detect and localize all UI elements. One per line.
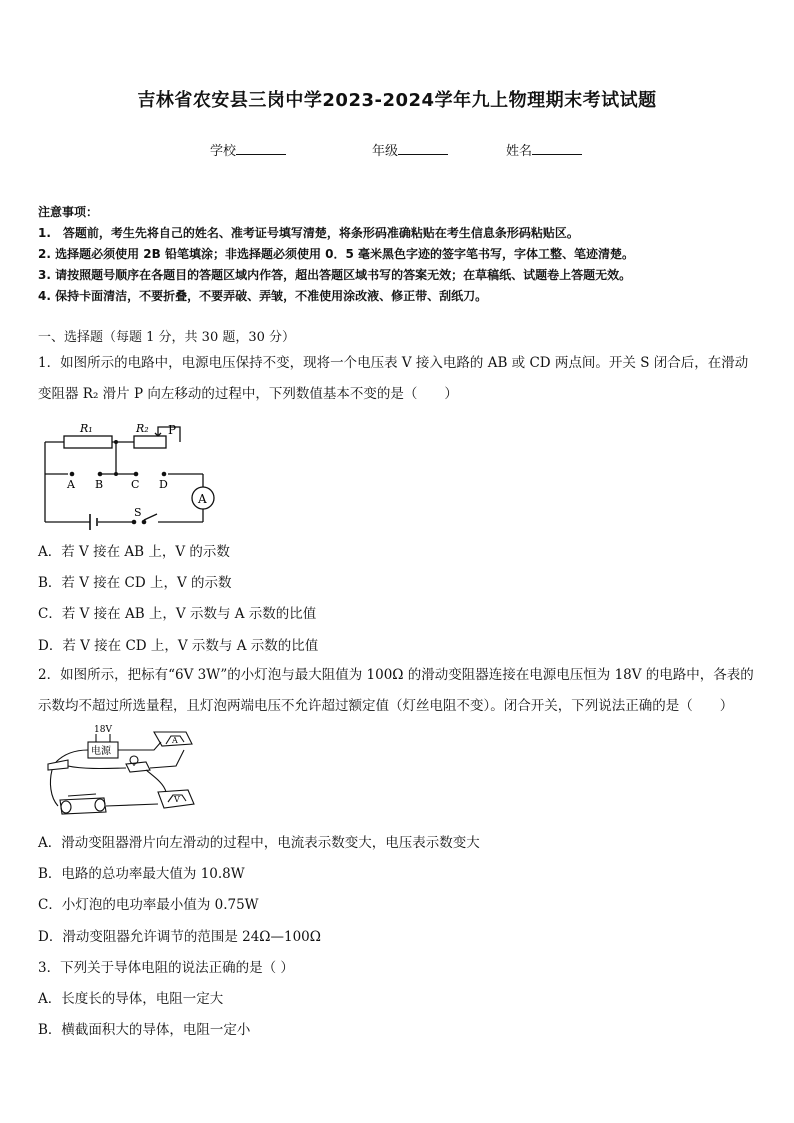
- grade-blank: [398, 142, 448, 155]
- q3-stem: 3．下列关于导体电阻的说法正确的是（ ）: [38, 960, 294, 976]
- q1-option-a: A．若 V 接在 AB 上，V 的示数: [38, 544, 230, 560]
- name-label: 姓名: [506, 144, 533, 159]
- school-field: [210, 140, 286, 159]
- section-heading: 一、选择题（每题 1 分，共 30 题，30 分）: [38, 330, 296, 345]
- name-field: [506, 140, 582, 159]
- q3-option-a: A．长度长的导体，电阻一定大: [38, 991, 224, 1007]
- q2-stem: 2．如图所示，把标有“6V 3W”的小灯泡与最大阻值为 100Ω 的滑动变阻器连接在电源电压恒为 18V 的电路中，各表的示数均不超过所选量程，且灯泡两端电压不允许超过额定值（灯丝电阻不变）。闭合开关，下列说法正确的是（ ）: [38, 667, 754, 714]
- ammeter-label: A: [198, 492, 207, 506]
- note-item: 4. 保持卡面清洁，不要折叠，不要弄破、弄皱，不准使用涂改液、修正带、刮纸刀。: [38, 289, 488, 303]
- note-item: 1. 答题前，考生先将自己的姓名、准考证号填写清楚，将条形码准确粘贴在考生信息条形码粘贴区。: [38, 226, 579, 240]
- point-c-label: C: [131, 478, 140, 491]
- name-blank: [532, 142, 582, 155]
- point-a-label: A: [67, 478, 75, 491]
- voltmeter-label: V: [174, 795, 180, 804]
- note-item: 3. 请按照题号顺序在各题目的答题区域内作答，超出答题区域书写的答案无效；在草稿纸、试题卷上答题无效。: [38, 268, 632, 282]
- q2-option-b: B．电路的总功率最大值为 10.8W: [38, 866, 245, 882]
- point-d-label: D: [159, 478, 168, 491]
- grade-field: [372, 140, 448, 159]
- supply-voltage-label: 18V: [94, 725, 112, 735]
- school-blank: [236, 142, 286, 155]
- q1-circuit-diagram: [40, 418, 220, 530]
- q2-apparatus-diagram: [46, 722, 196, 822]
- q1-option-d: D．若 V 接在 CD 上，V 示数与 A 示数的比值: [38, 638, 319, 654]
- note-item: 2. 选择题必须使用 2B 铅笔填涂；非选择题必须使用 0．5 毫米黑色字迹的签字笔书写，字体工整、笔迹清楚。: [38, 247, 634, 261]
- q1-stem: 1．如图所示的电路中，电源电压保持不变，现将一个电压表 V 接入电路的 AB 或 CD 两点间。开关 S 闭合后，在滑动变阻器 R₂ 滑片 P 向左移动的过程中，下列数值基本不变的是（ ）: [38, 355, 749, 402]
- grade-label: 年级: [372, 144, 399, 159]
- school-label: 学校: [210, 144, 237, 159]
- slider-label: P: [168, 423, 177, 437]
- q2-option-d: D．滑动变阻器允许调节的范围是 24Ω—100Ω: [38, 929, 321, 945]
- q1-option-c: C．若 V 接在 AB 上，V 示数与 A 示数的比值: [38, 606, 317, 622]
- q2-option-a: A．滑动变阻器滑片向左滑动的过程中，电流表示数变大，电压表示数变大: [38, 835, 480, 851]
- q3-option-b: B．横截面积大的导体，电阻一定小: [38, 1022, 251, 1038]
- point-b-label: B: [95, 478, 104, 491]
- power-source-label: 电源: [91, 746, 111, 757]
- ammeter-label: A: [172, 736, 178, 745]
- q2-option-c: C．小灯泡的电功率最小值为 0.75W: [38, 897, 259, 913]
- r1-label: R₁: [80, 422, 93, 435]
- q1-option-b: B．若 V 接在 CD 上，V 的示数: [38, 575, 232, 591]
- page-title: 吉林省农安县三岗中学2023-2024学年九上物理期末考试试题: [137, 90, 657, 111]
- notes-heading: 注意事项：: [38, 205, 99, 219]
- r2-label: R₂: [136, 422, 149, 435]
- notes-block: [38, 202, 634, 307]
- switch-label: S: [134, 506, 142, 519]
